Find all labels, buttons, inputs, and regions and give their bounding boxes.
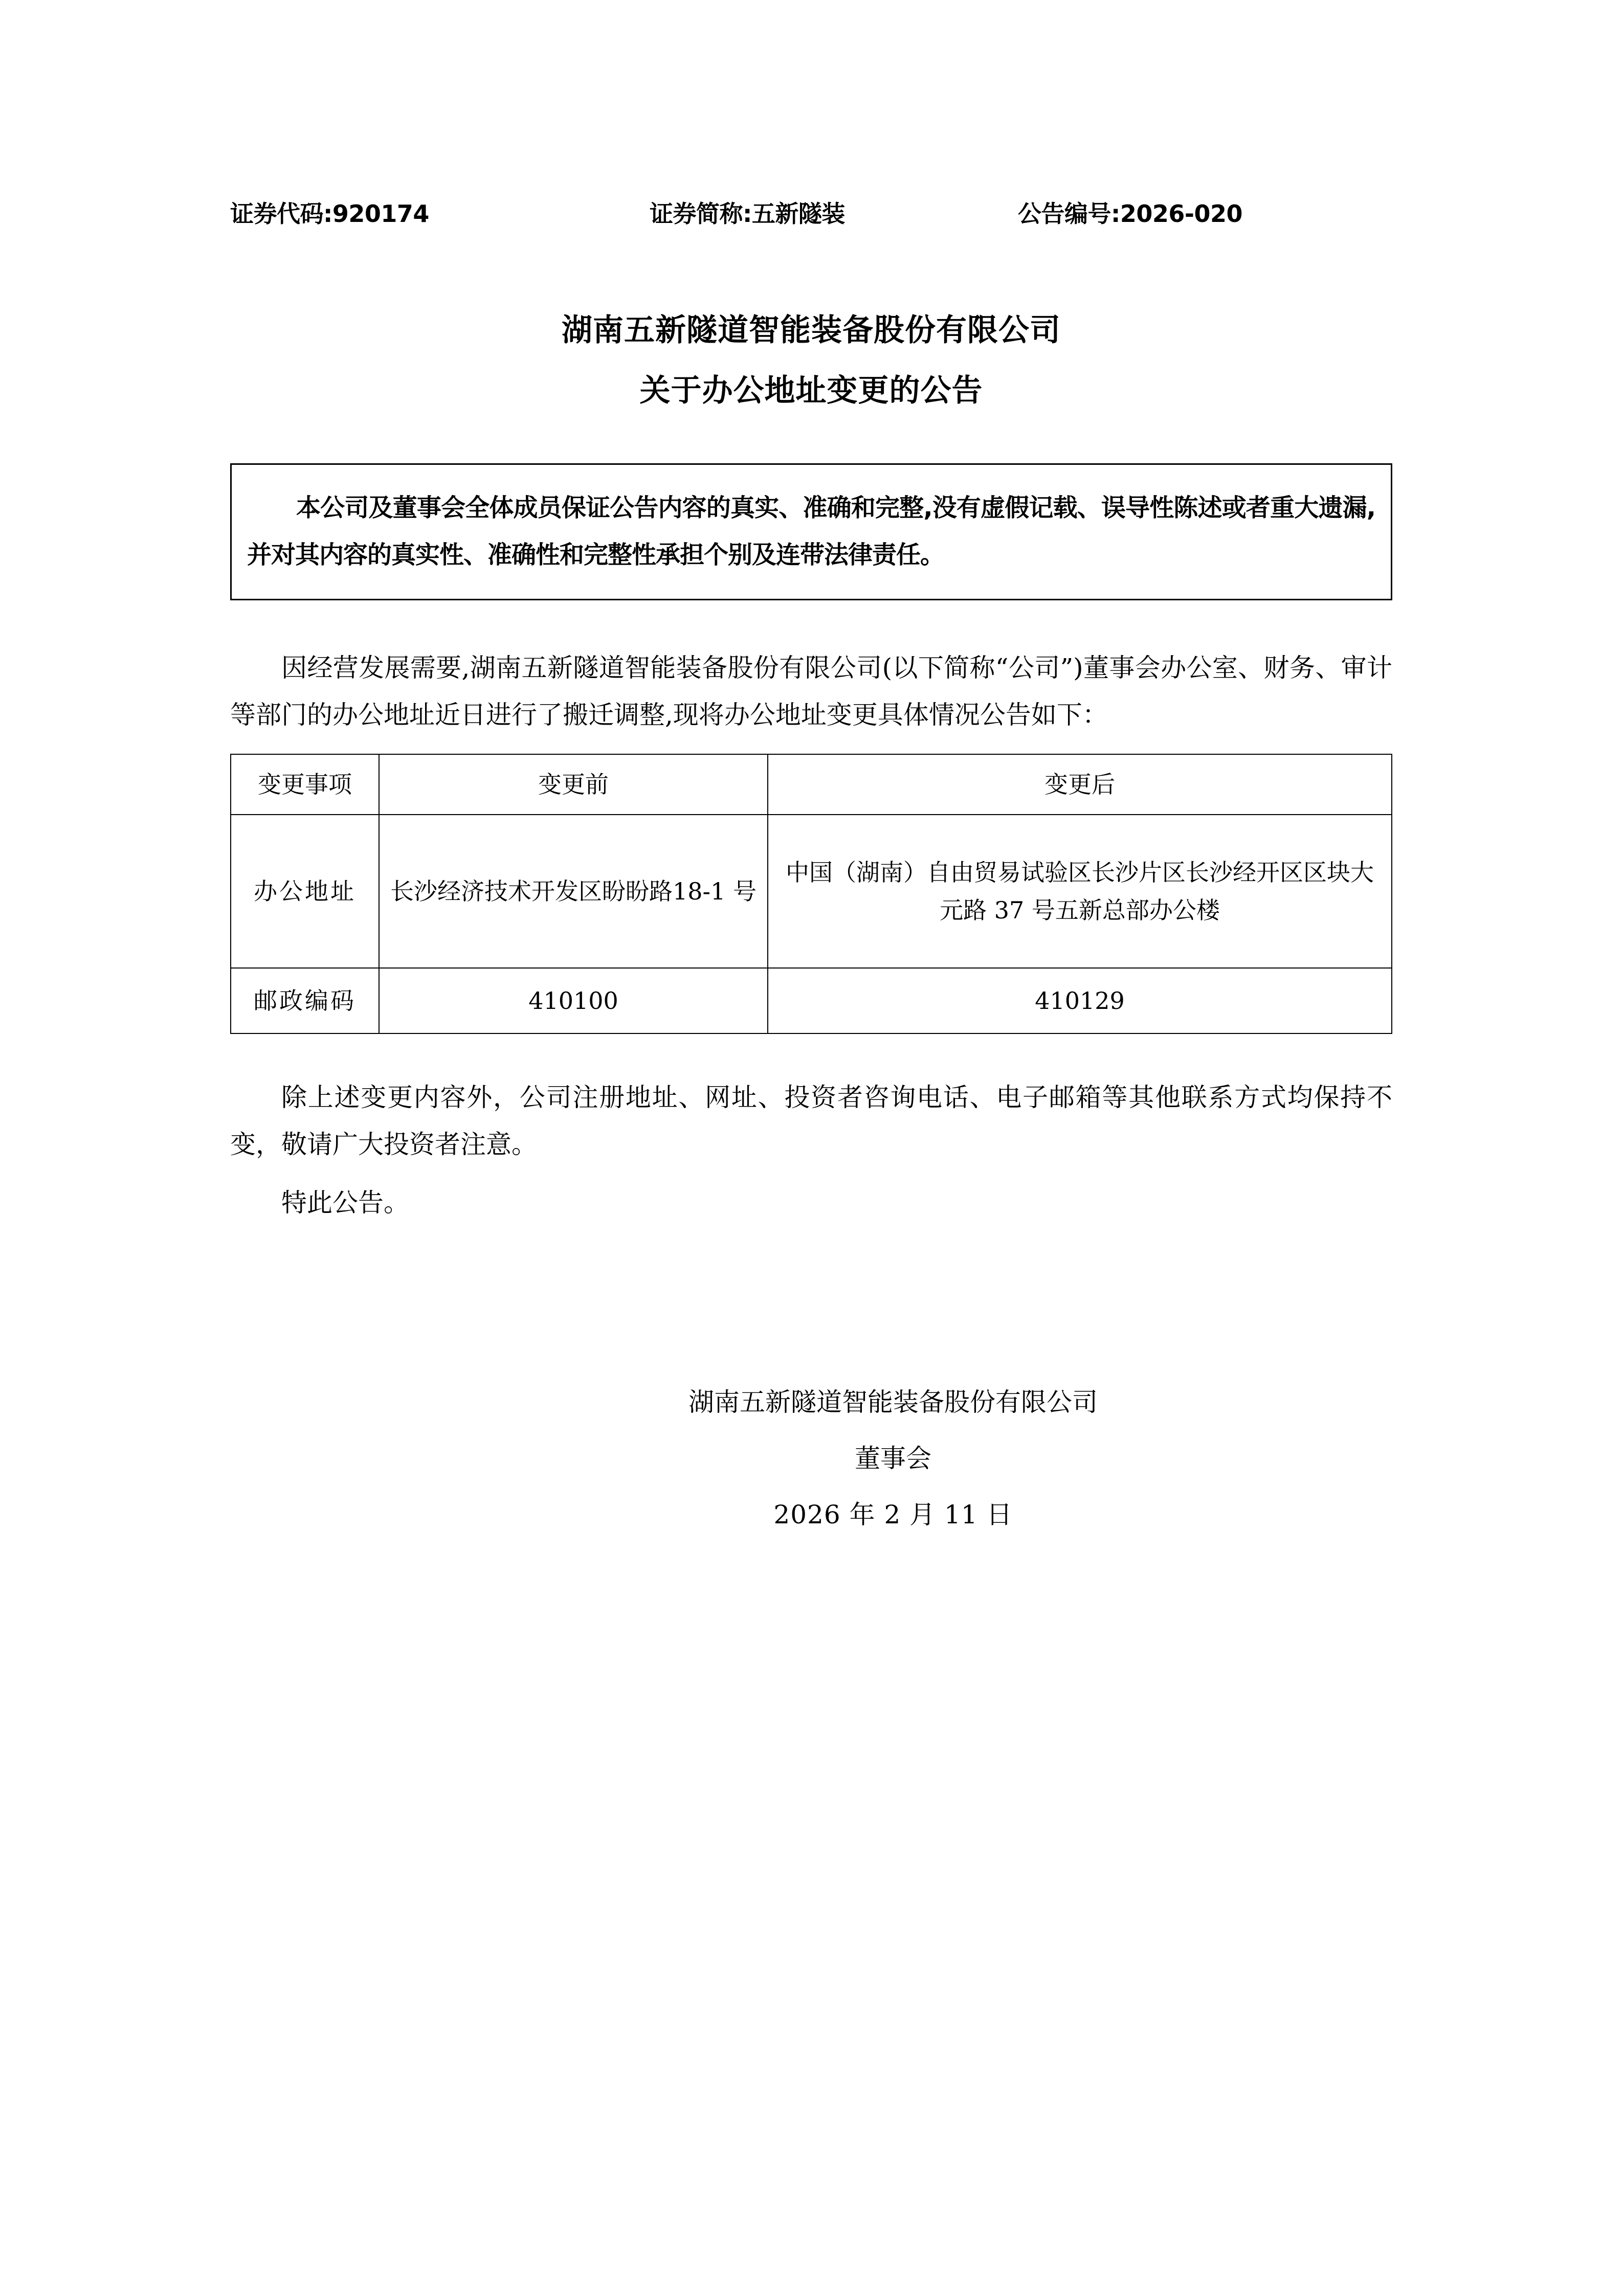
paragraph-introduction: 因经营发展需要,湖南五新隧道智能装备股份有限公司(以下简称“公司”)董事会办公室、财务、审计等部门的办公地址近日进行了搬迁调整,现将办公地址变更具体情况公告如下： bbox=[230, 653, 1392, 730]
paragraph-notice: 特此公告。 bbox=[281, 1188, 409, 1218]
security-abbreviation: 证券简称:五新隧装 bbox=[650, 200, 845, 228]
row-label-office-address: 办公地址 bbox=[231, 815, 379, 968]
address-change-table bbox=[230, 754, 1392, 1034]
page-title-company: 湖南五新隧道智能装备股份有限公司 bbox=[562, 312, 1061, 348]
document-header-line bbox=[230, 202, 1392, 226]
column-header-before: 变更前 bbox=[379, 754, 768, 815]
office-address-before: 长沙经济技术开发区盼盼路18-1 号 bbox=[379, 815, 768, 968]
security-code: 证券代码:920174 bbox=[230, 200, 429, 228]
office-address-after: 中国（湖南）自由贸易试验区长沙片区长沙经开区区块大元路 37 号五新总部办公楼 bbox=[768, 815, 1392, 968]
row-label-postal-code: 邮政编码 bbox=[231, 968, 379, 1033]
table-row bbox=[231, 815, 1392, 968]
announcement-number: 公告编号:2026-020 bbox=[1018, 200, 1243, 228]
table-header-row bbox=[231, 754, 1392, 815]
disclaimer-box bbox=[230, 463, 1392, 600]
postal-code-after: 410129 bbox=[768, 968, 1392, 1033]
signature-date: 2026 年 2 月 11 日 bbox=[773, 1500, 1013, 1529]
page-title-subject: 关于办公地址变更的公告 bbox=[639, 373, 983, 409]
table-row bbox=[231, 968, 1392, 1033]
postal-code-before: 410100 bbox=[379, 968, 768, 1033]
signature-board: 董事会 bbox=[855, 1444, 931, 1473]
column-header-item: 变更事项 bbox=[231, 754, 379, 815]
signature-company: 湖南五新隧道智能装备股份有限公司 bbox=[688, 1387, 1098, 1417]
column-header-after: 变更后 bbox=[768, 754, 1392, 815]
paragraph-closing: 除上述变更内容外，公司注册地址、网址、投资者咨询电话、电子邮箱等其他联系方式均保持不变，敬请广大投资者注意。 bbox=[230, 1083, 1392, 1159]
document-content bbox=[230, 0, 1392, 1537]
disclaimer-text: 本公司及董事会全体成员保证公告内容的真实、准确和完整,没有虚假记载、误导性陈述或者重大遗漏,并对其内容的真实性、准确性和完整性承担个别及连带法律责任。 bbox=[247, 493, 1375, 569]
signature-block bbox=[230, 1380, 1392, 1537]
